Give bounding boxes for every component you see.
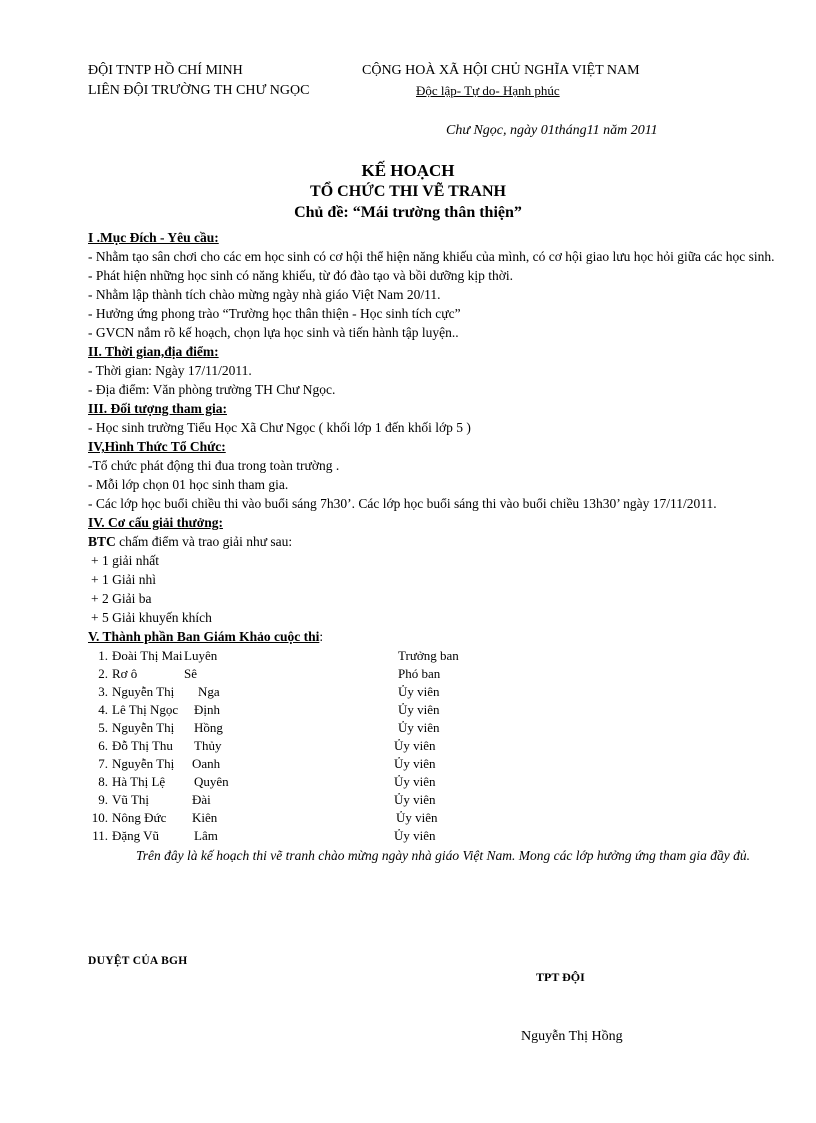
subject-text: “Mái trường thân thiện”: [352, 204, 522, 221]
member-surname: Đỗ Thị Thu: [112, 738, 173, 753]
member-given-name: Định: [194, 702, 220, 717]
btc-label: BTC: [88, 534, 116, 549]
section-1-item: - Hưởng ứng phong trào “Trường học thân thiện - Học sinh tích cực”: [88, 306, 461, 321]
member-given-name: Kiên: [192, 810, 218, 825]
section-2-item: - Địa điểm: Văn phòng trường TH Chư Ngọc.: [88, 382, 336, 397]
member-surname: Rơ ô: [112, 666, 138, 681]
section-1-item: - GVCN nắm rõ kế hoạch, chọn lựa học sinh và tiến hành tập luyện..: [88, 325, 459, 340]
member-role: Ủy viên: [394, 792, 436, 807]
signer-name: Nguyễn Thị Hồng: [521, 1029, 623, 1044]
member-surname: Nguyễn Thị: [112, 720, 175, 735]
jury-member-row: [88, 683, 784, 701]
member-role: Ủy viên: [398, 702, 440, 717]
jury-member-row: [88, 755, 784, 773]
member-surname: Vũ Thị: [112, 792, 149, 807]
member-number: 11.: [92, 828, 108, 843]
prize-intro-text: chấm điểm và trao giải như sau:: [115, 534, 293, 549]
section-6-colon: :: [319, 629, 324, 644]
prize-item: + 2 Giải ba: [91, 591, 152, 606]
member-surname: Nguyễn Thị: [112, 684, 175, 699]
jury-member-row: [88, 665, 784, 683]
country-name: CỘNG HOÀ XÃ HỘI CHỦ NGHĨA VIỆT NAM: [362, 63, 640, 78]
document-body: [88, 229, 784, 865]
section-5-heading: IV. Cơ cấu giải thưởng:: [88, 515, 223, 530]
prize-intro: [88, 533, 784, 552]
section-2-heading: II. Thời gian,địa điểm:: [88, 344, 219, 359]
section-4-item: - Các lớp học buổi chiều thi vào buổi sáng 7h30’. Các lớp học buổi sáng thi vào buổi chiều 13h30’ ngày 17/11/2011.: [88, 496, 717, 511]
member-role: Phó ban: [398, 666, 441, 681]
member-role: Ủy viên: [396, 810, 438, 825]
approval-title: DUYỆT CỦA BGH: [88, 955, 188, 967]
jury-list: [88, 647, 784, 845]
member-number: 4.: [98, 702, 108, 717]
org-line-2: LIÊN ĐỘI TRƯỜNG TH CHƯ NGỌC: [88, 83, 310, 98]
jury-member-row: [88, 647, 784, 665]
member-number: 9.: [98, 792, 108, 807]
member-given-name: Quyên: [194, 774, 229, 789]
section-4-item: - Mỗi lớp chọn 01 học sinh tham gia.: [88, 477, 289, 492]
section-3-item: - Học sinh trường Tiểu Học Xã Chư Ngọc ( khối lớp 1 đến khối lớp 5 ): [88, 420, 471, 435]
member-given-name: Thủy: [194, 738, 222, 753]
national-motto: Độc lập- Tự do- Hạnh phúc: [416, 83, 560, 98]
member-role: Ủy viên: [394, 774, 436, 789]
section-1-heading: I .Mục Đích - Yêu cầu:: [88, 230, 219, 245]
section-4-heading: IV,Hình Thức Tổ Chức:: [88, 439, 226, 454]
jury-member-row: [88, 737, 784, 755]
closing-paragraph: Trên đây là kế hoạch thi vẽ tranh chào mừng ngày nhà giáo Việt Nam. Mong các lớp hưởng ứng tham gia đầy đủ.: [136, 848, 751, 863]
jury-member-row: [88, 827, 784, 845]
member-number: 6.: [98, 738, 108, 753]
section-2-item: - Thời gian: Ngày 17/11/2011.: [88, 363, 252, 378]
jury-member-row: [88, 809, 784, 827]
member-surname: Đoài Thị Mai: [112, 648, 183, 663]
prize-item: + 1 giải nhất: [91, 553, 159, 568]
member-role: Ủy viên: [398, 720, 440, 735]
member-surname: Nguyễn Thị: [112, 756, 175, 771]
member-role: Ủy viên: [394, 738, 436, 753]
member-given-name: Sê: [184, 666, 197, 681]
country-header: [362, 62, 640, 102]
section-6-heading-row: [88, 628, 784, 647]
subject-prefix: Chủ đề:: [294, 204, 353, 221]
section-3-heading: III. Đối tượng tham gia:: [88, 401, 227, 416]
member-given-name: Đài: [192, 792, 211, 807]
org-header: [88, 62, 309, 102]
member-number: 5.: [98, 720, 108, 735]
signer-title: TPT ĐỘI: [536, 970, 585, 984]
member-surname: Đặng Vũ: [112, 828, 160, 843]
jury-member-row: [88, 773, 784, 791]
member-number: 10.: [91, 810, 108, 825]
member-given-name: Lâm: [194, 828, 218, 843]
member-number: 7.: [98, 756, 108, 771]
jury-member-row: [88, 701, 784, 719]
member-given-name: Luyên: [184, 648, 218, 663]
member-number: 1.: [98, 648, 108, 663]
member-given-name: Hồng: [194, 720, 223, 735]
member-number: 2.: [98, 666, 108, 681]
member-surname: Nông Đức: [112, 810, 167, 825]
member-number: 8.: [98, 774, 108, 789]
member-role: Ủy viên: [398, 684, 440, 699]
member-number: 3.: [98, 684, 108, 699]
section-6-heading: V. Thành phần Ban Giám Khảo cuộc thi: [88, 629, 320, 644]
section-1-item: - Phát hiện những học sinh có năng khiếu, từ đó đào tạo và bồi dưỡng kịp thời.: [88, 268, 514, 283]
title-line-2: TỔ CHỨC THI VẼ TRANH: [310, 183, 506, 200]
member-role: Ủy viên: [394, 828, 436, 843]
member-role: Ủy viên: [394, 756, 436, 771]
org-line-1: ĐỘI TNTP HỒ CHÍ MINH: [88, 63, 243, 78]
title-subject: [0, 204, 816, 225]
member-surname: Lê Thị Ngọc: [112, 702, 179, 717]
prize-item: + 5 Giải khuyến khích: [91, 610, 212, 625]
member-surname: Hà Thị Lệ: [112, 774, 166, 789]
section-1-item: - Nhằm tạo sân chơi cho các em học sinh có cơ hội thể hiện năng khiếu của mình, có cơ hội giao lưu học hỏi giữa các học sinh.: [88, 249, 775, 264]
jury-member-row: [88, 719, 784, 737]
section-4-item: -Tổ chức phát động thi đua trong toàn trường .: [88, 458, 340, 473]
member-role: Trưởng ban: [398, 648, 459, 663]
title-line-1: KẾ HOẠCH: [361, 161, 455, 180]
section-1-item: - Nhằm lập thành tích chào mừng ngày nhà giáo Việt Nam 20/11.: [88, 287, 441, 302]
prize-item: + 1 Giải nhì: [91, 572, 156, 587]
date-line: Chư Ngọc, ngày 01tháng11 năm 2011: [446, 123, 658, 138]
jury-member-row: [88, 791, 784, 809]
document-title: [0, 162, 816, 225]
member-given-name: Oanh: [192, 756, 221, 771]
member-given-name: Nga: [198, 684, 220, 699]
